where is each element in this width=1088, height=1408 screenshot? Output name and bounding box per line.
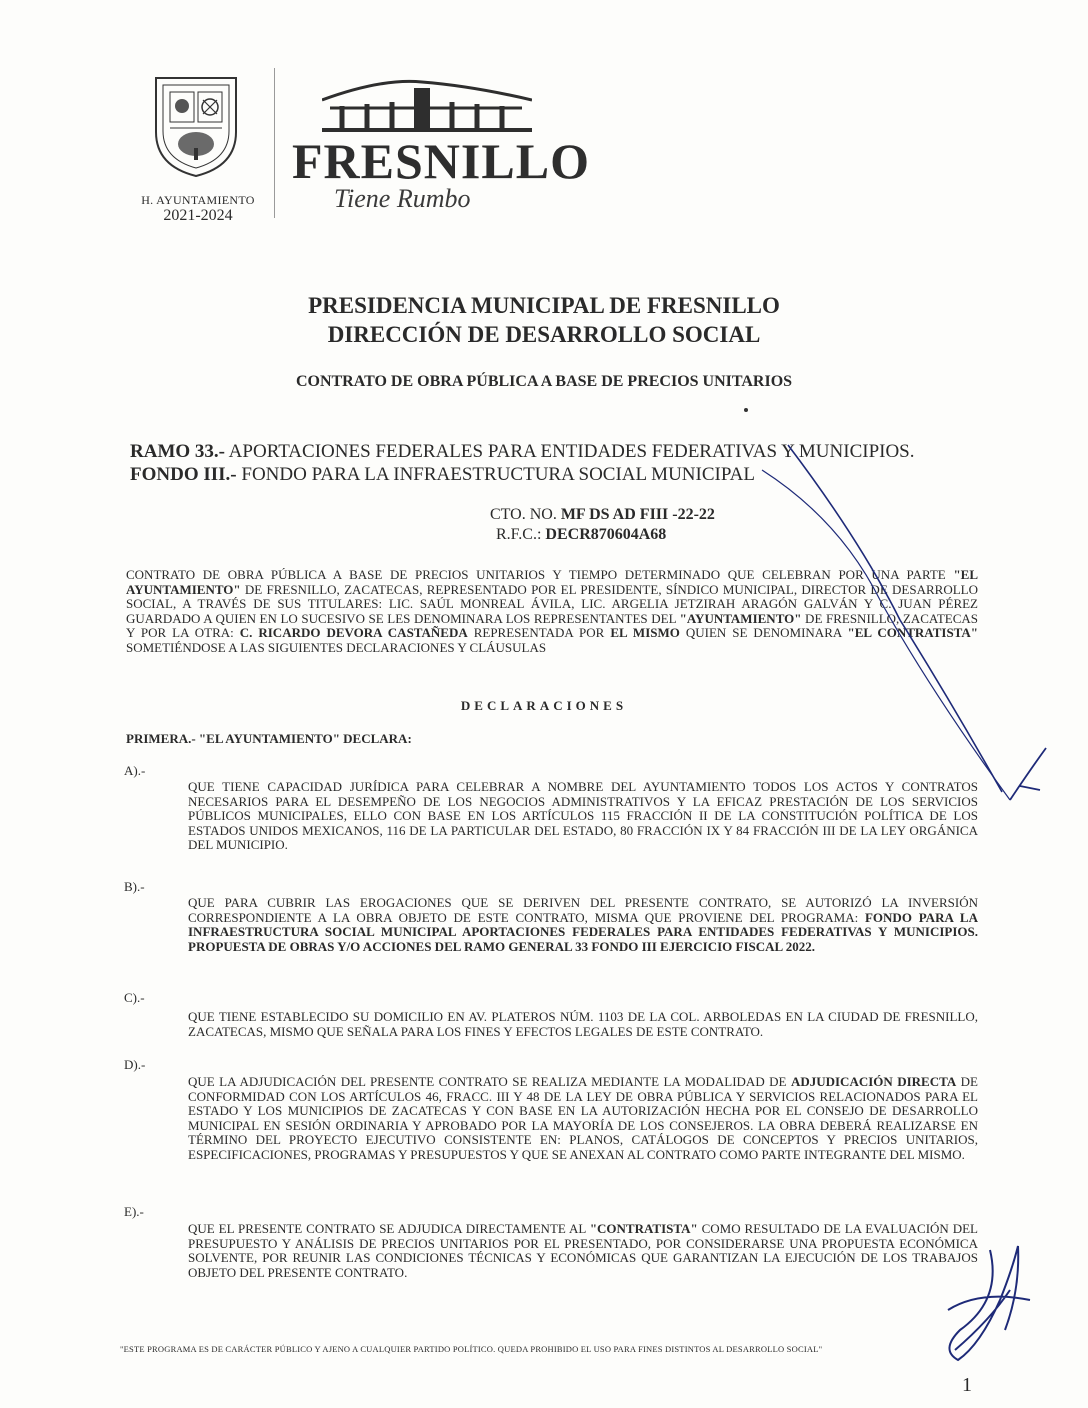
intro-text: QUIEN SE DENOMINARA (679, 625, 848, 640)
ramo-text: APORTACIONES FEDERALES PARA ENTIDADES FEDERATIVAS Y MUNICIPIOS. (224, 441, 915, 462)
clause-body: QUE TIENE ESTABLECIDO SU DOMICILIO EN AV. PLATEROS NÚM. 1103 DE LA COL. ARBOLEDAS EN LA CIUDAD DE FRESNILLO, ZACATECAS, MISMO QUE SEÑALA PARA LOS FINES Y EFECTOS LEGALES DE ESTE CONTRATO. (188, 1009, 978, 1039)
municipal-seal-icon (150, 70, 242, 180)
intro-bold: "EL AYUNTAMIENTO" (126, 567, 978, 597)
clause-mark: B).- (124, 879, 145, 894)
clause-text (188, 896, 978, 954)
header-divider (274, 68, 275, 218)
rfc-label: R.F.C.: (496, 526, 546, 543)
clause-text (188, 780, 978, 853)
clause-mark: E).- (124, 1204, 144, 1219)
clause-mark: D).- (124, 1057, 146, 1072)
intro-paragraph (126, 568, 978, 655)
stray-dot (744, 408, 748, 412)
fondo-text: FONDO PARA LA INFRAESTRUCTURA SOCIAL MUNICIPAL (236, 464, 755, 485)
clause-body: QUE PARA CUBRIR LAS EROGACIONES QUE SE DERIVEN DEL PRESENTE CONTRATO, SE AUTORIZÓ LA INVERSIÓN CORRESPONDIENTE A LA OBRA OBJETO DE ESTE CONTRATO, MISMA QUE PROVIENE DEL PROGRAMA: (188, 895, 978, 925)
clause-text (188, 1010, 978, 1039)
footer-legend: "ESTE PROGRAMA ES DE CARÁCTER PÚBLICO Y AJENO A CUALQUIER PARTIDO POLÍTICO. QUEDA PROHIBIDO EL USO PARA FINES DISTINTOS AL DESARROLLO SOCIAL" (120, 1344, 823, 1354)
ramo-label: RAMO 33.- (130, 441, 225, 462)
clause-mark: A).- (124, 763, 146, 778)
clause-bold: FONDO PARA LA INFRAESTRUCTURA SOCIAL MUNICIPAL APORTACIONES FEDERALES PARA ENTIDADES FEDERATIVAS Y MUNICIPIOS. PROPUESTA DE OBRAS Y/O ACCIONES DEL RAMO GENERAL 33 FONDO III EJERCICIO FISCAL 2022. (188, 909, 978, 954)
intro-bold: EL MISMO (610, 625, 680, 640)
logo-slogan: Tiene Rumbo (334, 184, 471, 213)
contract-number: MF DS AD FIII -22-22 (560, 506, 715, 523)
clause-body: QUE TIENE CAPACIDAD JURÍDICA PARA CELEBRAR A NOMBRE DEL AYUNTAMIENTO TODOS LOS ACTOS Y CONTRATOS NECESARIOS PARA EL DESEMPEÑO DE LOS NEGOCIOS ADMINISTRATIVOS Y LA EFICAZ PRESTACIÓN DE LOS SERVICIOS PÚBLICOS MUNICIPALES, ELLO CON BASE EN LOS ARTÍCULOS 115 FRACCIÓN II DE LA CONSTITUCIÓN POLÍTICA DE LOS ESTADOS UNIDOS MEXICANOS, 116 DE LA PARTICULAR DEL ESTADO, 80 FRACCIÓN IX Y 84 FRACCIÓN III DE LA LEY ORGÁNICA DEL MUNICIPIO. (188, 779, 978, 852)
clause-mark: C).- (124, 990, 145, 1005)
intro-text: DE FRESNILLO, ZACATECAS, REPRESENTADO POR EL PRESIDENTE, SÍNDICO MUNICIPAL, DIRECTOR DE DESARROLLO SOCIAL, A TRAVÉS DE SUS TITULARES: LIC. SAÚL MONREAL ÁVILA, LIC. ARGELIA JETZIRAH ARAGÓN GALVÁN Y C. JUAN PÉREZ GUARDADO A QUIEN EN LO SUCESIVO SE LES DENOMINARA LOS REPRESENTANTES DEL (126, 581, 978, 626)
ramo-line (130, 440, 915, 463)
side-initial-mark (1010, 748, 1046, 800)
page-subtitle: DIRECCIÓN DE DESARROLLO SOCIAL (327, 322, 761, 347)
clause-body: QUE EL PRESENTE CONTRATO SE ADJUDICA DIRECTAMENTE AL (188, 1221, 590, 1236)
fondo-line (130, 463, 915, 486)
clause-text (188, 1075, 978, 1162)
intro-bold: "EL CONTRATISTA" (847, 625, 978, 640)
contract-id-block (490, 505, 715, 545)
intro-text: DE FRESNILLO, ZACATECAS Y POR LA OTRA: (126, 610, 978, 640)
clause-body: QUE LA ADJUDICACIÓN DEL PRESENTE CONTRATO SE REALIZA MEDIANTE LA MODALIDAD DE (188, 1074, 791, 1089)
clause-bold: ADJUDICACIÓN DIRECTA (790, 1074, 957, 1089)
contract-number-line (490, 505, 715, 525)
fresnillo-monument-logo-icon (322, 70, 532, 132)
page-title: PRESIDENCIA MUNICIPAL DE FRESNILLO (308, 293, 780, 318)
ramo-fondo-block (130, 440, 915, 486)
ayuntamiento-label: H. AYUNTAMIENTO (141, 193, 255, 207)
intro-text: REPRESENTADA POR (467, 625, 611, 640)
primera-heading: PRIMERA.- "EL AYUNTAMIENTO" DECLARA: (126, 731, 412, 746)
intro-bold: "AYUNTAMIENTO" (679, 610, 802, 626)
clause-text (188, 1222, 978, 1280)
intro-text: SOMETIÉNDOSE A LAS SIGUIENTES DECLARACIONES Y CLÁUSULAS (126, 639, 547, 655)
declaraciones-heading: DECLARACIONES (460, 698, 628, 713)
contractor-name: C. RICARDO DEVORA CASTAÑEDA (239, 625, 468, 640)
fresnillo-logo-text: FRESNILLO (292, 133, 590, 189)
clause-body: COMO RESULTADO DE LA EVALUACIÓN DEL PRESUPUESTO Y ANÁLISIS DE PRECIOS UNITARIOS POR EL PRESENTADO, POR CONSIDERARSE UNA PROPUESTA ECONÓMICA SOLVENTE, POR REUNIR LAS CONDICIONES TÉCNICAS Y ECONÓMICAS QUE GARANTIZAN LA EJECUCIÓN DE LOS TRABAJOS OBJETO DEL PRESENTE CONTRATO. (188, 1221, 978, 1280)
rfc-line (490, 525, 715, 545)
ayuntamiento-years: 2021-2024 (163, 207, 233, 224)
contract-type-heading: CONTRATO DE OBRA PÚBLICA A BASE DE PRECIOS UNITARIOS (295, 373, 793, 390)
intro-text: CONTRATO DE OBRA PÚBLICA A BASE DE PRECIOS UNITARIOS Y TIEMPO DETERMINADO QUE CELEBRAN POR UNA PARTE (126, 567, 954, 582)
clause-body: DE CONFORMIDAD CON LOS ARTÍCULOS 46, FRACC. III Y 48 DE LA LEY DE OBRA PÚBLICA Y SERVICIOS RELACIONADOS PARA EL ESTADO Y LOS MUNICIPIOS DE ZACATECAS Y CON BASE EN LA AUTORIZACIÓN HECHA POR EL CONSEJO DE DESARROLLO MUNICIPAL EN SESIÓN ORDINARIA Y APROBADO POR LA MAYORÍA DE LOS CONSEJEROS. LA OBRA DEBERÁ REALIZARSE EN TÉRMINO DEL PROYECTO EJECUTIVO CONSISTENTE EN: PLANOS, CATÁLOGOS DE CONCEPTOS Y PRECIOS UNITARIOS, ESPECIFICACIONES, PROGRAMAS Y PRESUPUESTOS Y QUE SE ANEXAN AL CONTRATO COMO PARTE INTEGRANTE DEL MISMO. (188, 1074, 978, 1162)
rfc-value: DECR870604A68 (545, 526, 667, 543)
contract-number-label: CTO. NO. (490, 506, 561, 523)
clause-bold: "CONTRATISTA" (589, 1221, 698, 1236)
page-number: 1 (962, 1374, 972, 1396)
fondo-label: FONDO III.- (130, 464, 237, 485)
